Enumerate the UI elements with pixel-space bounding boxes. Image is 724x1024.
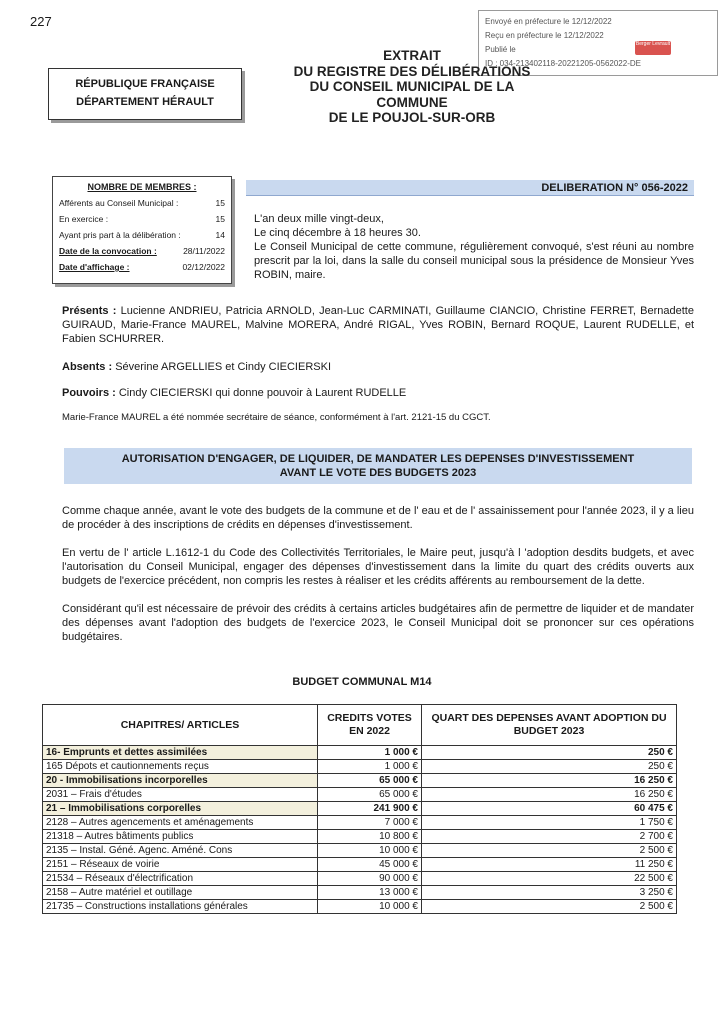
row-label: 21534 – Réseaux d'électrification — [43, 872, 318, 886]
row-credits: 1 000 € — [318, 760, 422, 774]
members-row-label: Ayant pris part à la délibération : — [59, 230, 181, 240]
title-line: DU CONSEIL MUNICIPAL DE LA — [309, 79, 515, 94]
row-credits: 65 000 € — [318, 788, 422, 802]
members-row — [59, 195, 225, 211]
budget-title: BUDGET COMMUNAL M14 — [292, 676, 432, 688]
intro-text — [254, 212, 694, 282]
stamp-line-id: ID : 034-213402118-20221205-0562022-DE — [485, 59, 641, 68]
column-header: CREDITS VOTES EN 2022 — [318, 705, 422, 746]
pouvoirs-text: Cindy CIECIERSKI qui donne pouvoir à Laurent RUDELLE — [118, 387, 407, 399]
table-row — [43, 788, 677, 802]
row-credits: 10 000 € — [318, 900, 422, 914]
body-text — [62, 504, 694, 658]
row-quart: 16 250 € — [422, 788, 677, 802]
title-line: DU REGISTRE DES DÉLIBÉRATIONS — [293, 63, 531, 79]
table-row — [43, 900, 677, 914]
pouvoirs-label: Pouvoirs : — [62, 387, 116, 399]
row-quart: 11 250 € — [422, 858, 677, 872]
members-row-value: 28/11/2022 — [183, 246, 225, 256]
deliberation-number: DELIBERATION N° 056-2022 — [246, 180, 694, 196]
row-quart: 1 750 € — [422, 816, 677, 830]
members-box — [52, 176, 232, 284]
absents-label: Absents : — [62, 361, 113, 373]
row-label: 21 – Immobilisations corporelles — [43, 802, 318, 816]
title-line: EXTRAIT — [383, 48, 441, 63]
intro-date: Le cinq décembre à 18 heures 30. — [254, 227, 421, 239]
stamp-line-received: Reçu en préfecture le 12/12/2022 — [485, 31, 604, 40]
members-header: NOMBRE DE MEMBRES : — [87, 182, 197, 192]
department-label: DÉPARTEMENT HÉRAULT — [76, 96, 214, 108]
table-row — [43, 886, 677, 900]
row-label: 16- Emprunts et dettes assimilées — [43, 746, 318, 760]
row-credits: 7 000 € — [318, 816, 422, 830]
table-row — [43, 802, 677, 816]
row-credits: 45 000 € — [318, 858, 422, 872]
body-paragraph: Comme chaque année, avant le vote des budgets de la commune et de l' eau et de l' assainissement pour l'année 2023, il y a lieu de procéder à des inscriptions de crédits en dépenses d'investissement. — [62, 505, 694, 531]
intro-convocation: Le Conseil Municipal de cette commune, régulièrement convoqué, s'est réuni au nombre prescrit par la loi, dans la salle du conseil municipal sous la présidence de Monsieur Yves ROBIN, maire. — [254, 241, 694, 281]
body-paragraph: Considérant qu'il est nécessaire de prévoir des crédits à certains articles budgétaires afin de permettre de liquider et de mandater des dépenses avant l'adoption des budgets de l'exercice 2023, le Conseil Municipal doit se prononcer sur ces opérations budgétaires. — [62, 603, 694, 643]
republic-label: RÉPUBLIQUE FRANÇAISE — [75, 78, 215, 90]
row-quart: 2 700 € — [422, 830, 677, 844]
row-label: 20 - Immobilisations incorporelles — [43, 774, 318, 788]
subject-line: AVANT LE VOTE DES BUDGETS 2023 — [279, 467, 477, 479]
row-quart: 250 € — [422, 746, 677, 760]
table-row — [43, 816, 677, 830]
republic-department-box — [48, 68, 242, 120]
row-quart: 3 250 € — [422, 886, 677, 900]
row-credits: 10 800 € — [318, 830, 422, 844]
members-row-label: Date d'affichage : — [59, 262, 130, 272]
column-header: CHAPITRES/ ARTICLES — [43, 705, 318, 746]
row-credits: 90 000 € — [318, 872, 422, 886]
intro-year: L'an deux mille vingt-deux, — [254, 213, 384, 225]
row-quart: 2 500 € — [422, 844, 677, 858]
berger-levrault-logo: Berger Levrault — [635, 41, 671, 55]
members-row — [59, 243, 225, 259]
row-credits: 1 000 € — [318, 746, 422, 760]
absents-names: Séverine ARGELLIES et Cindy CIECIERSKI — [115, 361, 332, 373]
table-row — [43, 746, 677, 760]
table-row — [43, 760, 677, 774]
members-row-value: 15 — [215, 214, 225, 224]
pouvoirs-paragraph — [62, 386, 694, 400]
table-row — [43, 774, 677, 788]
members-row-value: 02/12/2022 — [182, 262, 225, 272]
table-row — [43, 858, 677, 872]
row-label: 2158 – Autre matériel et outillage — [43, 886, 318, 900]
members-row — [59, 227, 225, 243]
budget-table — [42, 704, 677, 914]
row-label: 21735 – Constructions installations générales — [43, 900, 318, 914]
row-label: 21318 – Autres bâtiments publics — [43, 830, 318, 844]
stamp-line-published: Publié le — [485, 45, 516, 54]
table-row — [43, 844, 677, 858]
members-row-label: En exercice : — [59, 214, 109, 224]
members-row-label: Afférents au Conseil Municipal : — [59, 198, 179, 208]
presents-names: Lucienne ANDRIEU, Patricia ARNOLD, Jean-Luc CARMINATI, Guillaume CIANCIO, Christine FERRET, Bernadette GUIRAUD, Marie-France MAUREL, Malvine MORERA, André RIGAL, Yves ROBIN, Bernard ROQUE, Laurent RUDELLE, et Fabien SCHURRER. — [62, 305, 694, 345]
table-row — [43, 872, 677, 886]
presents-label: Présents : — [62, 305, 117, 317]
body-paragraph: En vertu de l' article L.1612-1 du Code des Collectivités Territoriales, le Maire peut, jusqu'à l 'adoption desdits budgets, et avec l'autorisation du Conseil Municipal, engager des dépenses d'investissement dans la limite du quart des crédits ouverts aux budgets de l'exercice précédent, non compris les restes à réaliser et les crédits afférents au remboursement de la dette. — [62, 547, 694, 587]
subject-heading — [64, 448, 692, 484]
row-quart: 16 250 € — [422, 774, 677, 788]
secretary-note: Marie-France MAUREL a été nommée secrétaire de séance, conformément à l'art. 2121-15 du CGCT. — [62, 412, 491, 423]
members-row — [59, 259, 225, 275]
row-label: 165 Dépots et cautionnements reçus — [43, 760, 318, 774]
row-quart: 60 475 € — [422, 802, 677, 816]
row-quart: 2 500 € — [422, 900, 677, 914]
row-label: 2135 – Instal. Géné. Agenc. Améné. Cons — [43, 844, 318, 858]
row-credits: 65 000 € — [318, 774, 422, 788]
row-label: 2128 – Autres agencements et aménagements — [43, 816, 318, 830]
presents-paragraph — [62, 304, 694, 346]
absents-paragraph — [62, 360, 694, 374]
page-number: 227 — [30, 14, 52, 29]
row-credits: 10 000 € — [318, 844, 422, 858]
title-line: COMMUNE — [376, 94, 448, 110]
document-title — [262, 48, 562, 126]
title-line: DE LE POUJOL-SUR-ORB — [328, 110, 496, 125]
members-row-label: Date de la convocation : — [59, 246, 157, 256]
row-credits: 241 900 € — [318, 802, 422, 816]
members-row-value: 14 — [215, 230, 225, 240]
row-quart: 22 500 € — [422, 872, 677, 886]
members-row-value: 15 — [215, 198, 225, 208]
row-credits: 13 000 € — [318, 886, 422, 900]
members-row — [59, 211, 225, 227]
row-label: 2031 – Frais d'études — [43, 788, 318, 802]
table-row — [43, 830, 677, 844]
row-label: 2151 – Réseaux de voirie — [43, 858, 318, 872]
subject-line: AUTORISATION D'ENGAGER, DE LIQUIDER, DE MANDATER LES DEPENSES D'INVESTISSEMENT — [121, 453, 635, 465]
column-header: QUART DES DEPENSES AVANT ADOPTION DU BUDGET 2023 — [422, 705, 677, 746]
row-quart: 250 € — [422, 760, 677, 774]
table-header-row — [43, 705, 677, 746]
stamp-line-sent: Envoyé en préfecture le 12/12/2022 — [485, 17, 612, 26]
